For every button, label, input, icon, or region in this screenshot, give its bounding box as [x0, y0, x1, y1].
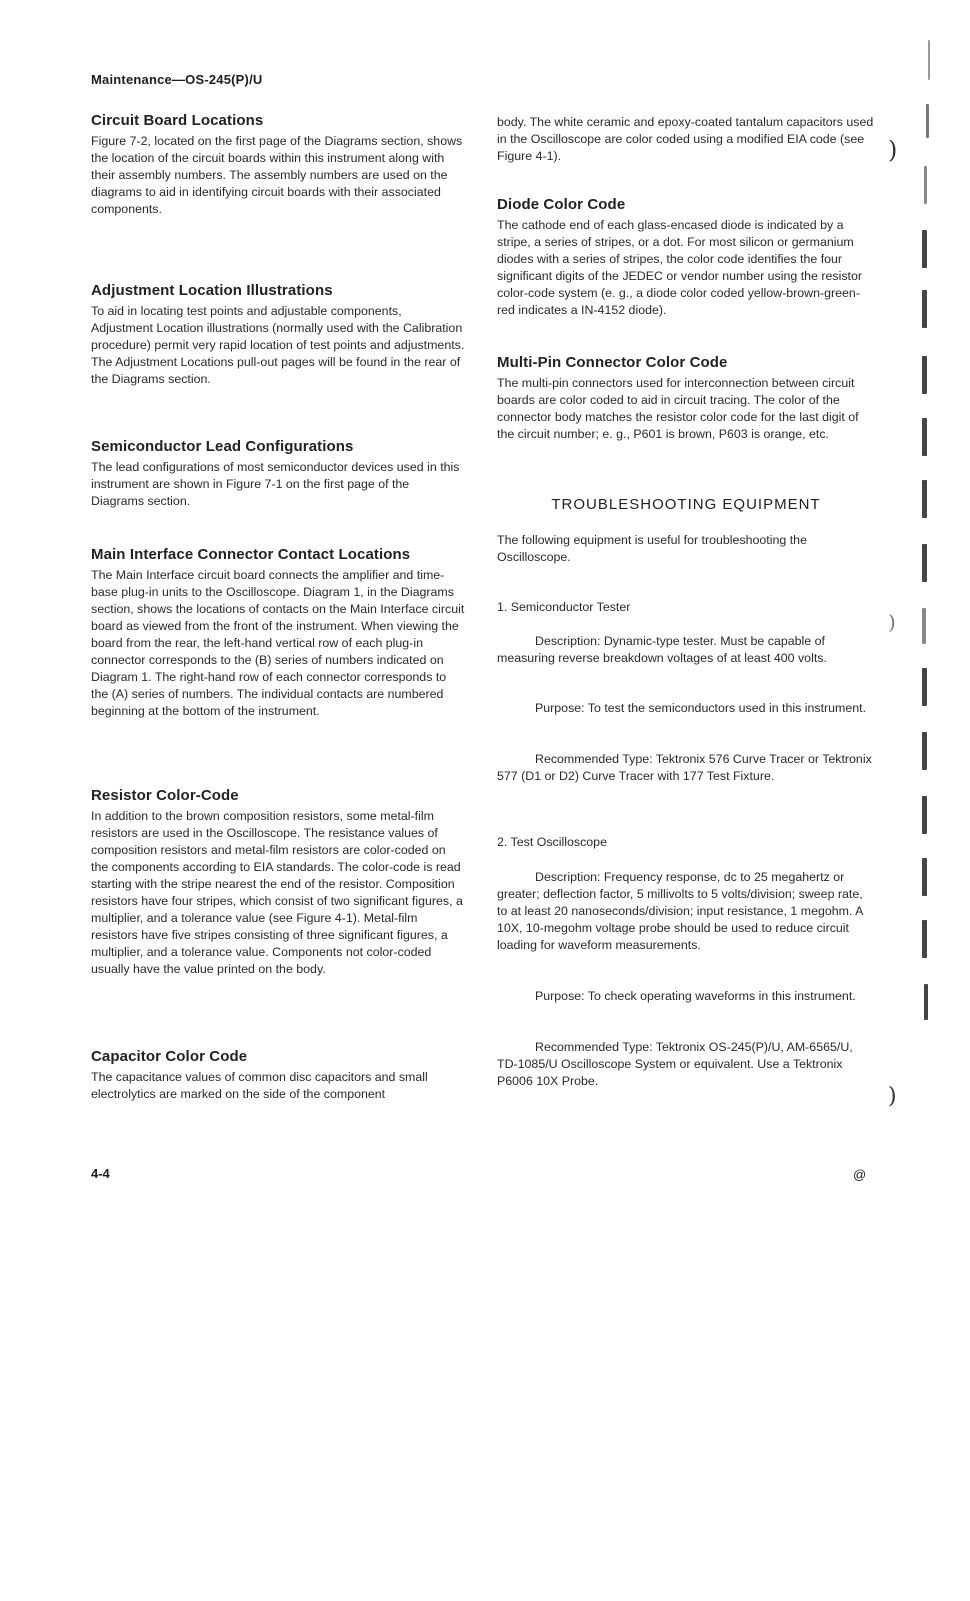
section-text: The lead configurations of most semiconductor devices used in this instrument are shown in Figure 7-1 on the first page of the Diagrams section. [91, 460, 460, 508]
edge-mark [928, 40, 930, 80]
page-mark: @ [853, 1167, 867, 1182]
troubleshooting-intro: The following equipment is useful for troubleshooting the Oscilloscope. [497, 533, 807, 564]
equipment-description: Description: Frequency response, dc to 25 megahertz or greater; deflection factor, 5 millivolts to 5 volts/division; sweep rate, to at least 20 nanoseconds/division; input resistance, 1 megohm. A 10X, 10-megohm voltage probe should be used to reduce circuit loading for waveform measurements. [497, 870, 863, 952]
section-multi-pin-connector [497, 354, 875, 443]
troubleshooting-equipment-heading-block [497, 496, 875, 513]
section-heading: Resistor Color-Code [91, 787, 239, 804]
edge-mark [922, 480, 927, 518]
section-heading: Diode Color Code [497, 196, 626, 213]
section-text: The Main Interface circuit board connects the amplifier and time-base plug-in units to the Oscilloscope. Diagram 1, in the Diagrams section, shows the locations of contacts on the Main Interface circuit board as viewed from the front of the instrument. When viewing the board from the rear, the left-hand vertical row of each plug-in connector corresponds to the (B) series of numbers indicated on Diagram 1. The right-hand row of each connector corresponds to the (A) series of numbers. The individual contacts are numbered beginning at the bottom of the instrument. [91, 568, 465, 718]
equipment-purpose: Purpose: To test the semiconductors used in this instrument. [535, 701, 867, 715]
paren-mark: ) [888, 1084, 897, 1109]
section-heading: Semiconductor Lead Configurations [91, 438, 354, 455]
section-text: In addition to the brown composition resistors, some metal-film resistors are used in the Oscilloscope. The resistance values of composition resistors and metal-film resistors are color-coded on the components according to EIA standards. The color-code is read starting with the stripe nearest the end of the resistor. Composition resistors have four stripes, which consist of two significant figures, a multiplier, and a tolerance value (see Figure 4-1). Metal-film resistors have five stripes consisting of three significant figures, a multiplier, and a tolerance value. Components not color-coded usually have the value printed on the body. [91, 809, 463, 976]
edge-mark [926, 104, 929, 138]
paren-mark: ) [888, 610, 896, 634]
section-semiconductor-lead-configurations [91, 438, 465, 510]
equipment-item-1-purpose [497, 700, 875, 717]
edge-mark [922, 920, 927, 958]
edge-mark [922, 230, 927, 268]
edge-mark [922, 732, 927, 770]
equipment-recommended: Recommended Type: Tektronix 576 Curve Tracer or Tektronix 577 (D1 or D2) Curve Tracer with 177 Test Fixture. [497, 752, 872, 783]
troubleshooting-heading: TROUBLESHOOTING EQUIPMENT [551, 496, 821, 513]
edge-mark [924, 166, 927, 204]
equipment-item-title: 2. Test Oscilloscope [497, 835, 607, 849]
edge-mark [922, 418, 927, 456]
edge-mark [922, 858, 927, 896]
continuation-text: body. The white ceramic and epoxy-coated tantalum capacitors used in the Oscilloscope are color coded using a modified EIA code (see Figure 4-1). [497, 115, 874, 163]
edge-mark [924, 984, 928, 1020]
equipment-item-1 [497, 599, 875, 616]
section-text: The multi-pin connectors used for interconnection between circuit boards are color coded to aid in circuit tracing. The color of the connector body matches the resistor color code for the last digit of the circuit number; e. g., P601 is brown, P603 is orange, etc. [497, 376, 859, 441]
section-heading: Multi-Pin Connector Color Code [497, 354, 728, 371]
edge-mark [922, 608, 926, 644]
section-heading: Main Interface Connector Contact Locations [91, 546, 411, 563]
equipment-description: Description: Dynamic-type tester. Must be capable of measuring reverse breakdown voltages of at least 400 volts. [497, 634, 827, 665]
section-heading: Capacitor Color Code [91, 1048, 248, 1065]
equipment-item-1-description [497, 633, 875, 667]
edge-mark [922, 796, 927, 834]
section-text: Figure 7-2, located on the first page of the Diagrams section, shows the location of the circuit boards within this instrument along with their assembly numbers. The assembly numbers are used on the diagrams to aid in identifying circuit boards with their associated components. [91, 134, 463, 216]
running-header: Maintenance—OS-245(P)/U [91, 72, 263, 87]
troubleshooting-intro-block [497, 532, 875, 566]
edge-mark [922, 290, 927, 328]
paren-mark: ) [888, 136, 898, 164]
page-number: 4-4 [91, 1166, 110, 1181]
equipment-item-2-purpose [497, 988, 875, 1005]
equipment-recommended: Recommended Type: Tektronix OS-245(P)/U, AM-6565/U, TD-1085/U Oscilloscope System or equivalent. Use a Tektronix P6006 10X Probe. [497, 1040, 853, 1088]
equipment-item-1-recommended [497, 751, 875, 785]
section-main-interface-connector [91, 546, 465, 720]
edge-mark [922, 356, 927, 394]
equipment-item-2-description [497, 869, 875, 954]
section-text: The cathode end of each glass-encased diode is indicated by a stripe, a series of stripes, or a dot. For most silicon or germanium diodes with a series of stripes, the color code identifies the four significant digits of the JEDEC or vendor number using the resistor color-code system (e. g., a diode color coded yellow-brown-green-red indicates a IN-4152 diode). [497, 218, 863, 317]
capacitor-continuation [497, 114, 875, 165]
section-heading: Adjustment Location Illustrations [91, 282, 333, 299]
section-capacitor-color-code [91, 1048, 465, 1103]
equipment-item-title: 1. Semiconductor Tester [497, 600, 631, 614]
equipment-item-2 [497, 834, 875, 851]
section-text: The capacitance values of common disc capacitors and small electrolytics are marked on the side of the component [91, 1070, 428, 1101]
section-adjustment-location-illustrations [91, 282, 465, 388]
section-heading: Circuit Board Locations [91, 112, 264, 129]
section-resistor-color-code [91, 787, 465, 978]
section-text: To aid in locating test points and adjustable components, Adjustment Location illustrations (normally used with the Calibration procedure) permit very rapid location of test points and adjustments. The Adjustment Locations pull-out pages will be found in the rear of the Diagrams section. [91, 304, 465, 386]
equipment-purpose: Purpose: To check operating waveforms in this instrument. [535, 989, 856, 1003]
section-circuit-board-locations [91, 112, 465, 218]
edge-mark [922, 544, 927, 582]
section-diode-color-code [497, 196, 875, 319]
equipment-item-2-recommended [497, 1039, 875, 1090]
edge-mark [922, 668, 927, 706]
